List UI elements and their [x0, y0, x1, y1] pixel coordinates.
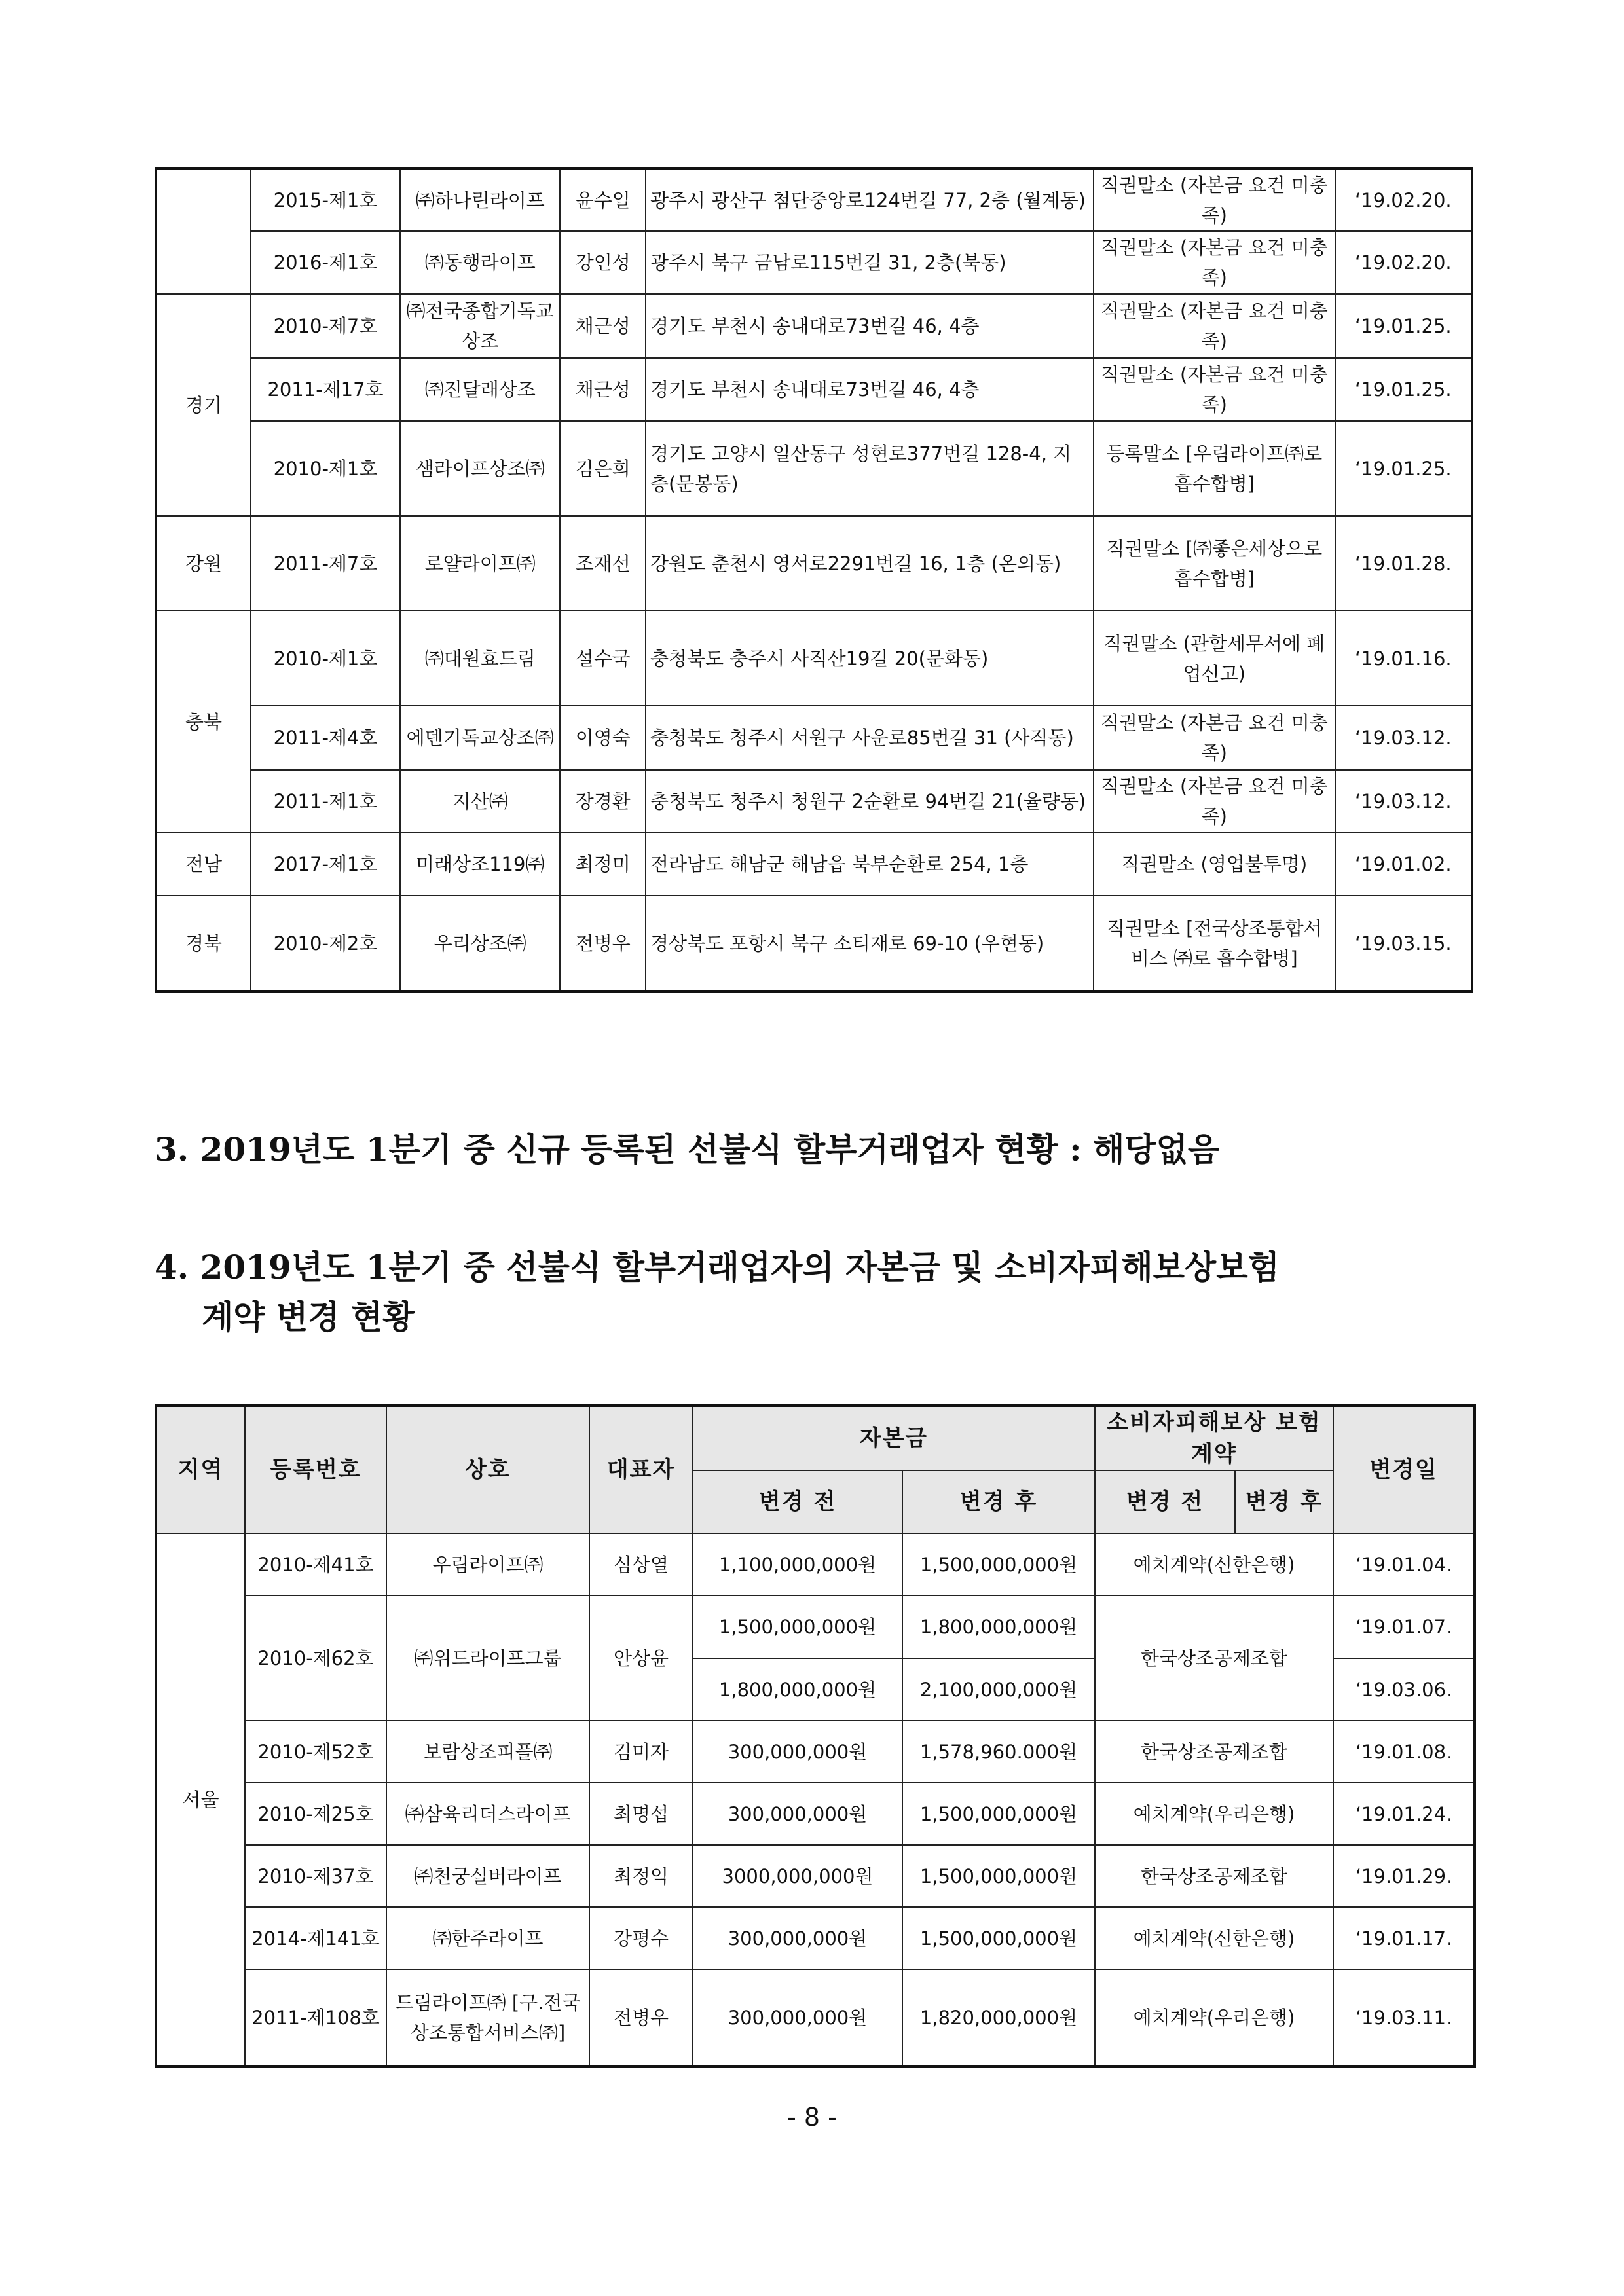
company-name-cell: ㈜삼육리더스라이프 — [386, 1783, 589, 1845]
table-row — [156, 421, 1472, 516]
capital-after-cell: 1,500,000,000원 — [902, 1783, 1095, 1845]
address-cell: 충청북도 청주시 청원구 2순환로 94번길 21(율량동) — [646, 770, 1094, 833]
capital-before-cell: 1,500,000,000원 — [693, 1595, 902, 1658]
capital-after-cell: 1,578,960.000원 — [902, 1721, 1095, 1783]
table-row — [156, 516, 1472, 611]
reg-number-cell: 2011-제17호 — [251, 358, 400, 421]
date-cell: ‘19.03.12. — [1335, 706, 1472, 770]
table-row — [156, 1721, 1475, 1783]
capital-before-cell: 300,000,000원 — [693, 1907, 902, 1969]
address-cell: 강원도 춘천시 영서로2291번길 16, 1층 (온의동) — [646, 516, 1094, 611]
table-row — [156, 1969, 1475, 2066]
representative-cell: 최정익 — [589, 1845, 693, 1907]
table-row — [156, 1783, 1475, 1845]
company-name-cell: ㈜대원효드림 — [400, 611, 561, 706]
representative-cell: 전병우 — [589, 1969, 693, 2066]
reason-cell: 직권말소 (자본금 요건 미충족) — [1094, 231, 1335, 294]
capital-before-cell: 1,100,000,000원 — [693, 1533, 902, 1595]
table-row — [156, 770, 1472, 833]
company-name-cell: 샘라이프상조㈜ — [400, 421, 561, 516]
reason-cell: 직권말소 [전국상조통합서비스 ㈜로 흡수합병] — [1094, 896, 1335, 991]
date-cell: ‘19.02.20. — [1335, 231, 1472, 294]
reg-number-cell: 2010-제41호 — [245, 1533, 386, 1595]
table-row — [156, 168, 1472, 231]
reason-cell: 직권말소 (자본금 요건 미충족) — [1094, 168, 1335, 231]
insurance-cell: 한국상조공제조합 — [1095, 1845, 1333, 1907]
company-name-cell: ㈜한주라이프 — [386, 1907, 589, 1969]
representative-cell: 장경환 — [560, 770, 646, 833]
date-cell: ‘19.03.12. — [1335, 770, 1472, 833]
date-cell: ‘19.03.06. — [1333, 1658, 1475, 1721]
address-cell: 경상북도 포항시 북구 소티재로 69-10 (우현동) — [646, 896, 1094, 991]
date-cell: ‘19.01.29. — [1333, 1845, 1475, 1907]
reason-cell: 직권말소 (자본금 요건 미충족) — [1094, 770, 1335, 833]
address-cell: 경기도 고양시 일산동구 성현로377번길 128-4, 지층(문봉동) — [646, 421, 1094, 516]
header-insurance-after: 변경 후 — [1235, 1470, 1333, 1533]
company-name-cell: 로얄라이프㈜ — [400, 516, 561, 611]
reg-number-cell: 2015-제1호 — [251, 168, 400, 231]
company-name-cell: ㈜전국종합기독교 상조 — [400, 294, 561, 358]
insurance-cell: 한국상조공제조합 — [1095, 1721, 1333, 1783]
reg-number-cell: 2010-제7호 — [251, 294, 400, 358]
date-cell: ‘19.01.16. — [1335, 611, 1472, 706]
address-cell: 경기도 부천시 송내대로73번길 46, 4층 — [646, 358, 1094, 421]
date-cell: ‘19.01.25. — [1335, 294, 1472, 358]
representative-cell: 전병우 — [560, 896, 646, 991]
representative-cell: 조재선 — [560, 516, 646, 611]
region-cell: 경북 — [156, 896, 251, 991]
table-row — [156, 896, 1472, 991]
representative-cell: 이영숙 — [560, 706, 646, 770]
section-3-heading: 3. 2019년도 1분기 중 신규 등록된 선불식 할부거래업자 현황 : 해당없음 — [155, 1130, 1220, 1169]
capital-before-cell: 3000,000,000원 — [693, 1845, 902, 1907]
reason-cell: 직권말소 (자본금 요건 미충족) — [1094, 358, 1335, 421]
representative-cell: 심상열 — [589, 1533, 693, 1595]
date-cell: ‘19.01.24. — [1333, 1783, 1475, 1845]
date-cell: ‘19.01.28. — [1335, 516, 1472, 611]
reg-number-cell: 2010-제2호 — [251, 896, 400, 991]
section-4-heading-line1: 4. 2019년도 1분기 중 선불식 할부거래업자의 자본금 및 소비자피해보상보험 — [155, 1248, 1280, 1286]
insurance-cell: 예치계약(우리은행) — [1095, 1783, 1333, 1845]
date-cell: ‘19.01.02. — [1335, 833, 1472, 896]
capital-after-cell: 1,500,000,000원 — [902, 1845, 1095, 1907]
section-4-heading-line2: 계약 변경 현황 — [202, 1298, 415, 1336]
address-cell: 광주시 광산구 첨단중앙로124번길 77, 2층 (월계동) — [646, 168, 1094, 231]
insurance-cell: 한국상조공제조합 — [1095, 1595, 1333, 1721]
region-cell: 전남 — [156, 833, 251, 896]
table-row — [156, 833, 1472, 896]
header-insurance: 소비자피해보상 보험계약 — [1095, 1406, 1333, 1470]
reason-cell: 직권말소 (자본금 요건 미충족) — [1094, 294, 1335, 358]
representative-cell: 채근성 — [560, 294, 646, 358]
table-row — [156, 231, 1472, 294]
region-cell: 강원 — [156, 516, 251, 611]
region-cell: 충북 — [156, 611, 251, 833]
date-cell: ‘19.01.25. — [1335, 421, 1472, 516]
capital-change-table — [155, 1404, 1476, 2068]
capital-before-cell: 300,000,000원 — [693, 1783, 902, 1845]
company-name-cell: ㈜진달래상조 — [400, 358, 561, 421]
reg-number-cell: 2011-제108호 — [245, 1969, 386, 2066]
capital-after-cell: 1,820,000,000원 — [902, 1969, 1095, 2066]
representative-cell: 강인성 — [560, 231, 646, 294]
company-name-cell: 우림라이프㈜ — [386, 1533, 589, 1595]
date-cell: ‘19.01.25. — [1335, 358, 1472, 421]
reg-number-cell: 2010-제52호 — [245, 1721, 386, 1783]
table-row — [156, 358, 1472, 421]
company-name-cell: 미래상조119㈜ — [400, 833, 561, 896]
region-cell — [156, 168, 251, 294]
table-row — [156, 1845, 1475, 1907]
header-row — [156, 1406, 1475, 1470]
header-capital-after: 변경 후 — [902, 1470, 1095, 1533]
header-change-date: 변경일 — [1333, 1406, 1475, 1533]
representative-cell: 설수국 — [560, 611, 646, 706]
representative-cell: 김은희 — [560, 421, 646, 516]
region-cell: 서울 — [156, 1533, 245, 2066]
representative-cell: 안상윤 — [589, 1595, 693, 1721]
header-capital-before: 변경 전 — [693, 1470, 902, 1533]
representative-cell: 최정미 — [560, 833, 646, 896]
address-cell: 전라남도 해남군 해남읍 북부순환로 254, 1층 — [646, 833, 1094, 896]
company-name-cell: ㈜위드라이프그룹 — [386, 1595, 589, 1721]
table-row — [156, 1533, 1475, 1595]
company-name-cell: ㈜동행라이프 — [400, 231, 561, 294]
insurance-cell: 예치계약(신한은행) — [1095, 1907, 1333, 1969]
company-name-cell: ㈜하나린라이프 — [400, 168, 561, 231]
representative-cell: 최명섭 — [589, 1783, 693, 1845]
header-region: 지역 — [156, 1406, 245, 1533]
representative-cell: 강평수 — [589, 1907, 693, 1969]
date-cell: ‘19.03.15. — [1335, 896, 1472, 991]
date-cell: ‘19.03.11. — [1333, 1969, 1475, 2066]
reg-number-cell: 2011-제4호 — [251, 706, 400, 770]
table-row — [156, 294, 1472, 358]
region-cell: 경기 — [156, 294, 251, 516]
company-name-cell: ㈜천궁실버라이프 — [386, 1845, 589, 1907]
company-name-cell: 우리상조㈜ — [400, 896, 561, 991]
reg-number-cell: 2010-제37호 — [245, 1845, 386, 1907]
reg-number-cell: 2016-제1호 — [251, 231, 400, 294]
insurance-cell: 예치계약(신한은행) — [1095, 1533, 1333, 1595]
address-cell: 충청북도 청주시 서원구 사운로85번길 31 (사직동) — [646, 706, 1094, 770]
representative-cell: 채근성 — [560, 358, 646, 421]
reason-cell: 직권말소 (영업불투명) — [1094, 833, 1335, 896]
header-representative: 대표자 — [589, 1406, 693, 1533]
company-name-cell: 드림라이프㈜ [구.전국상조통합서비스㈜] — [386, 1969, 589, 2066]
company-name-cell: 보람상조피플㈜ — [386, 1721, 589, 1783]
reg-number-cell: 2011-제7호 — [251, 516, 400, 611]
date-cell: ‘19.01.08. — [1333, 1721, 1475, 1783]
section-4-heading — [155, 1243, 1473, 1342]
reason-cell: 직권말소 (자본금 요건 미충족) — [1094, 706, 1335, 770]
reg-number-cell: 2017-제1호 — [251, 833, 400, 896]
table-row — [156, 611, 1472, 706]
date-cell: ‘19.01.04. — [1333, 1533, 1475, 1595]
representative-cell: 윤수일 — [560, 168, 646, 231]
address-cell: 광주시 북구 금남로115번길 31, 2층(북동) — [646, 231, 1094, 294]
capital-after-cell: 1,500,000,000원 — [902, 1907, 1095, 1969]
insurance-cell: 예치계약(우리은행) — [1095, 1969, 1333, 2066]
date-cell: ‘19.01.07. — [1333, 1595, 1475, 1658]
address-cell: 충청북도 충주시 사직산19길 20(문화동) — [646, 611, 1094, 706]
reg-number-cell: 2010-제1호 — [251, 611, 400, 706]
header-reg-number: 등록번호 — [245, 1406, 386, 1533]
representative-cell: 김미자 — [589, 1721, 693, 1783]
header-insurance-before: 변경 전 — [1095, 1470, 1235, 1533]
page-number: - 8 - — [787, 2103, 837, 2132]
capital-after-cell: 2,100,000,000원 — [902, 1658, 1095, 1721]
company-name-cell: 에덴기독교상조㈜ — [400, 706, 561, 770]
reg-number-cell: 2010-제25호 — [245, 1783, 386, 1845]
company-name-cell: 지산㈜ — [400, 770, 561, 833]
table-row — [156, 706, 1472, 770]
reason-cell: 등록말소 [우림라이프㈜로 흡수합병] — [1094, 421, 1335, 516]
capital-after-cell: 1,500,000,000원 — [902, 1533, 1095, 1595]
cancellation-table — [155, 167, 1473, 993]
date-cell: ‘19.02.20. — [1335, 168, 1472, 231]
reg-number-cell: 2010-제1호 — [251, 421, 400, 516]
capital-before-cell: 300,000,000원 — [693, 1969, 902, 2066]
reg-number-cell: 2010-제62호 — [245, 1595, 386, 1721]
reg-number-cell: 2014-제141호 — [245, 1907, 386, 1969]
address-cell: 경기도 부천시 송내대로73번길 46, 4층 — [646, 294, 1094, 358]
capital-before-cell: 1,800,000,000원 — [693, 1658, 902, 1721]
reason-cell: 직권말소 [㈜좋은세상으로 흡수합병] — [1094, 516, 1335, 611]
header-capital: 자본금 — [693, 1406, 1095, 1470]
table-row — [156, 1595, 1475, 1658]
reason-cell: 직권말소 (관할세무서에 폐업신고) — [1094, 611, 1335, 706]
date-cell: ‘19.01.17. — [1333, 1907, 1475, 1969]
header-company-name: 상호 — [386, 1406, 589, 1533]
table-row — [156, 1907, 1475, 1969]
reg-number-cell: 2011-제1호 — [251, 770, 400, 833]
capital-after-cell: 1,800,000,000원 — [902, 1595, 1095, 1658]
capital-before-cell: 300,000,000원 — [693, 1721, 902, 1783]
